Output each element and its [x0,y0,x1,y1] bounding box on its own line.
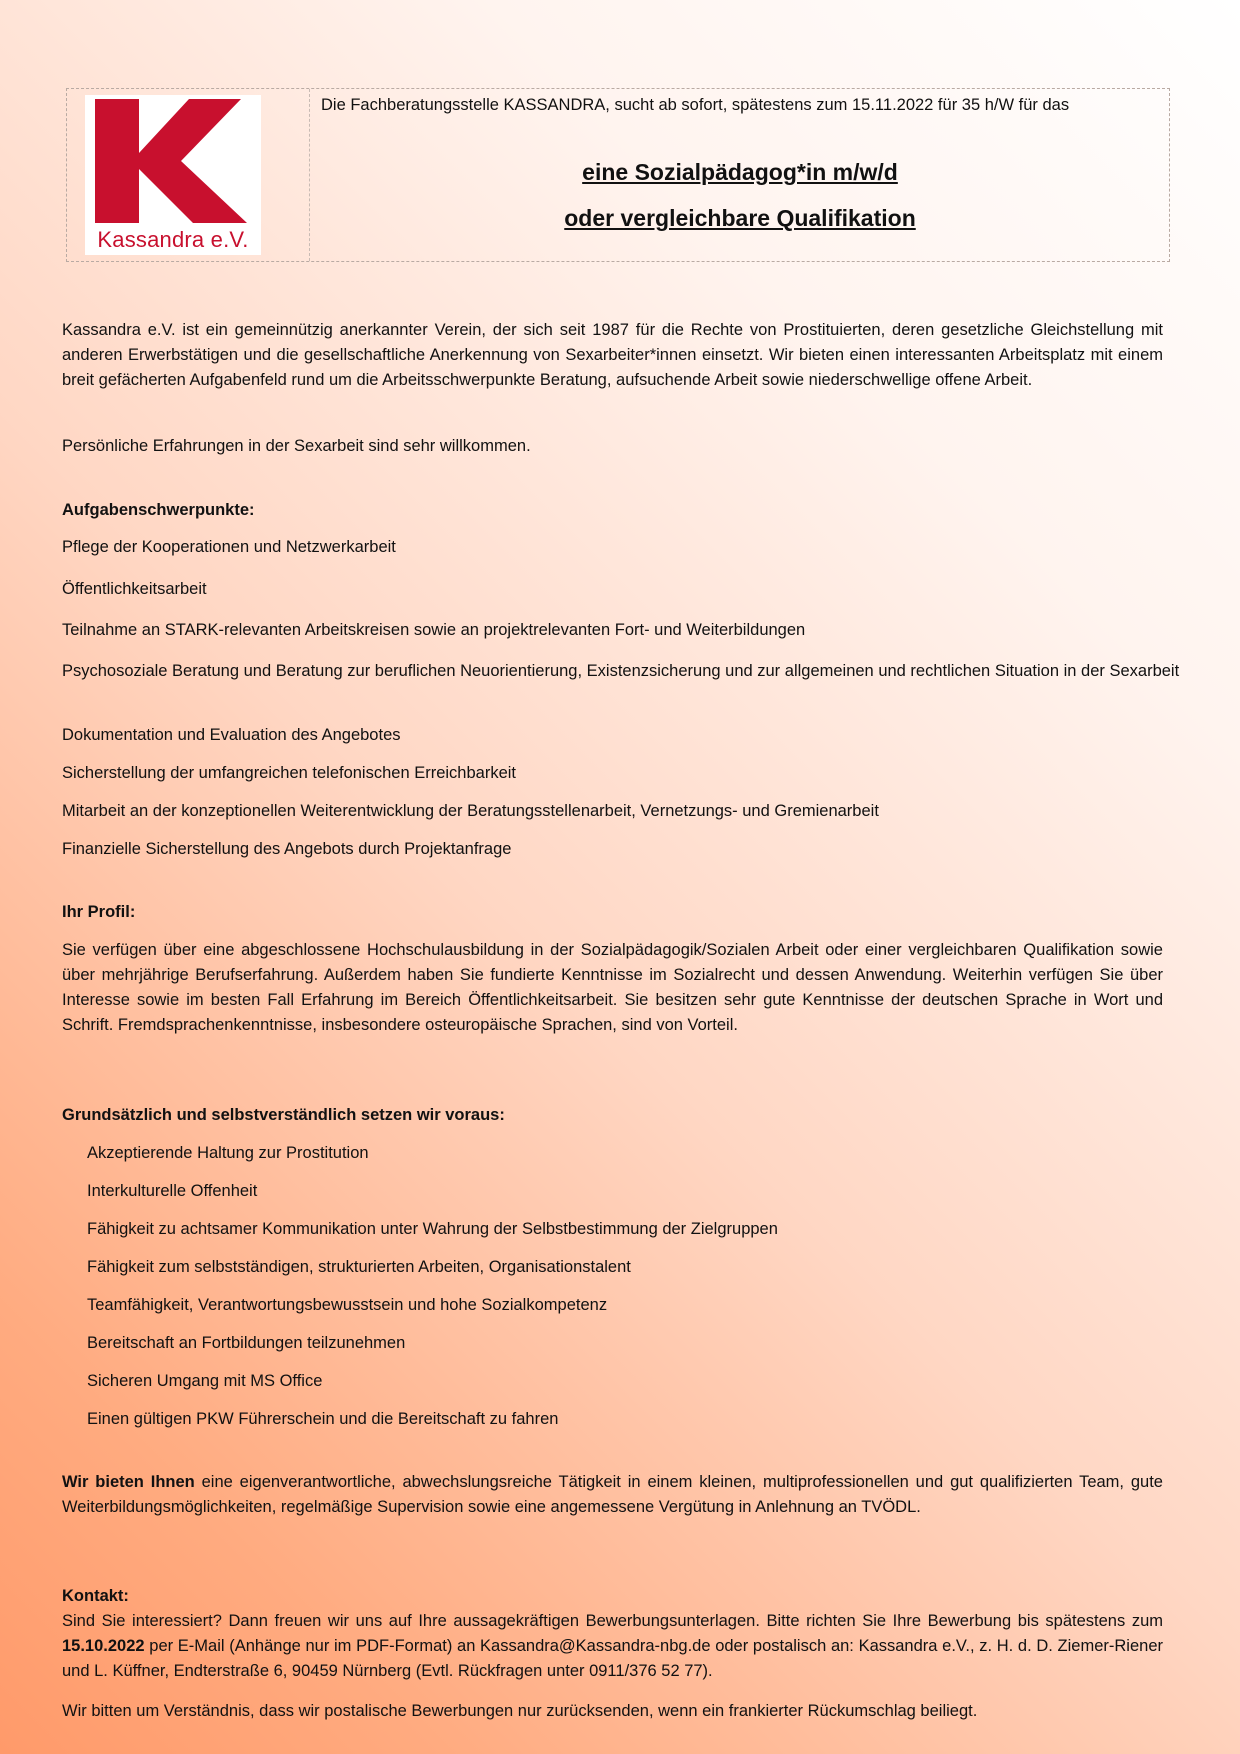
requirements-heading: Grundsätzlich und selbstverständlich setzen wir voraus: [62,1106,505,1124]
contact-text-end: per E-Mail (Anhänge nur im PDF-Format) an Kassandra@Kassandra-nbg.de oder postalisch an: Kassandra e.V., z. H. d. D. Ziemer-Riener und L. Küffner, Endterstraße 6, 90459 Nürnberg (Evtl. Rückfragen unter 0911/376 52 77). [62,1637,1163,1680]
requirement-item: Fähigkeit zu achtsamer Kommunikation unter Wahrung der Selbstbestimmung der Zielgruppen [87,1220,778,1238]
task-item: Mitarbeit an der konzeptionellen Weiterentwicklung der Beratungsstellenarbeit, Vernetzungs- und Gremienarbeit [62,802,879,820]
job-title-alternative: oder vergleichbare Qualifikation [564,205,916,231]
task-item: Sicherstellung der umfangreichen telefonischen Erreichbarkeit [62,764,516,782]
logo-text: Kassandra e.V. [97,227,249,252]
task-item: Dokumentation und Evaluation des Angebotes [62,726,401,744]
tasks-heading: Aufgabenschwerpunkte: [62,501,255,519]
contact-heading: Kontakt: [62,1587,129,1605]
requirement-item: Teamfähigkeit, Verantwortungsbewusstsein und hohe Sozialkompetenz [87,1296,608,1314]
requirement-item: Fähigkeit zum selbstständigen, strukturierten Arbeiten, Organisationstalent [87,1258,631,1276]
task-item: Pflege der Kooperationen und Netzwerkarbeit [62,538,396,556]
kassandra-logo [85,95,261,255]
experience-note: Persönliche Erfahrungen in der Sexarbeit sind sehr willkommen. [62,437,531,455]
requirement-item: Akzeptierende Haltung zur Prostitution [87,1144,369,1162]
job-title: eine Sozialpädagog*in m/w/d [582,159,898,185]
logo-cell [67,89,310,261]
offer-paragraph [62,1470,1163,1520]
task-item: Psychosoziale Beratung und Beratung zur beruflichen Neuorientierung, Existenzsicherung und zur allgemeinen und rechtlichen Situation in der Sexarbeit [62,662,1180,680]
return-note: Wir bitten um Verständnis, dass wir postalische Bewerbungen nur zurücksenden, wenn ein frankierter Rückumschlag beiliegt. [62,1702,978,1720]
profile-text: Sie verfügen über eine abgeschlossene Hochschulausbildung in der Sozialpädagogik/Sozialen Arbeit oder einer vergleichbaren Qualifikation sowie über mehrjährige Berufserfahrung. Außerdem haben Sie fundierte Kenntnisse im Sozialrecht und dessen Anwendung. Weiterhin verfügen Sie über Interesse sowie im besten Fall Erfahrung im Bereich Öffentlichkeitsarbeit. Sie besitzen sehr gute Kenntnisse der deutschen Sprache in Wort und Schrift. Fremdsprachenkenntnisse, insbesondere osteuropäische Sprachen, sind von Vorteil. [62,941,1163,1034]
profile-heading: Ihr Profil: [62,903,136,921]
requirement-item: Sicheren Umgang mit MS Office [87,1372,323,1390]
offer-lead: Wir bieten Ihnen [62,1473,195,1491]
task-item: Teilnahme an STARK-relevanten Arbeitskreisen sowie an projektrelevanten Fort- und Weiterbildungen [62,621,806,639]
header-box [66,88,1170,262]
task-item: Öffentlichkeitsarbeit [62,580,207,598]
offer-text: eine eigenverantwortliche, abwechslungsreiche Tätigkeit in einem kleinen, multiprofessionellen und gut qualifizierten Team, gute Weiterbildungsmöglichkeiten, regelmäßige Supervision sowie eine angemessene Vergütung in Anlehnung an TVÖDL. [62,1473,1163,1516]
intro-paragraph: Kassandra e.V. ist ein gemeinnützig anerkannter Verein, der sich seit 1987 für die Rechte von Prostituierten, deren gesetzliche Gleichstellung mit anderen Erwerbstätigen und die gesellschaftliche Anerkennung von Sexarbeiter*innen einsetzt. Wir bieten einen interessanten Arbeitsplatz mit einem breit gefächerten Aufgabenfeld rund um die Arbeitsschwerpunkte Beratung, aufsuchende Arbeit sowie niederschwellige offene Arbeit. [62,321,1163,389]
requirement-item: Bereitschaft an Fortbildungen teilzunehmen [87,1334,406,1352]
header-intro: Die Fachberatungsstelle KASSANDRA, sucht ab sofort, spätestens zum 15.11.2022 für 35 h/W für das [321,96,1070,114]
requirement-item: Einen gültigen PKW Führerschein und die Bereitschaft zu fahren [87,1410,559,1428]
task-item: Finanzielle Sicherstellung des Angebots durch Projektanfrage [62,840,512,858]
contact-text-start: Sind Sie interessiert? Dann freuen wir uns auf Ihre aussagekräftigen Bewerbungsunterlagen. Bitte richten Sie Ihre Bewerbung bis spätestens zum [62,1612,1163,1630]
application-deadline: 15.10.2022 [62,1637,145,1655]
contact-paragraph [62,1609,1163,1684]
requirement-item: Interkulturelle Offenheit [87,1182,258,1200]
